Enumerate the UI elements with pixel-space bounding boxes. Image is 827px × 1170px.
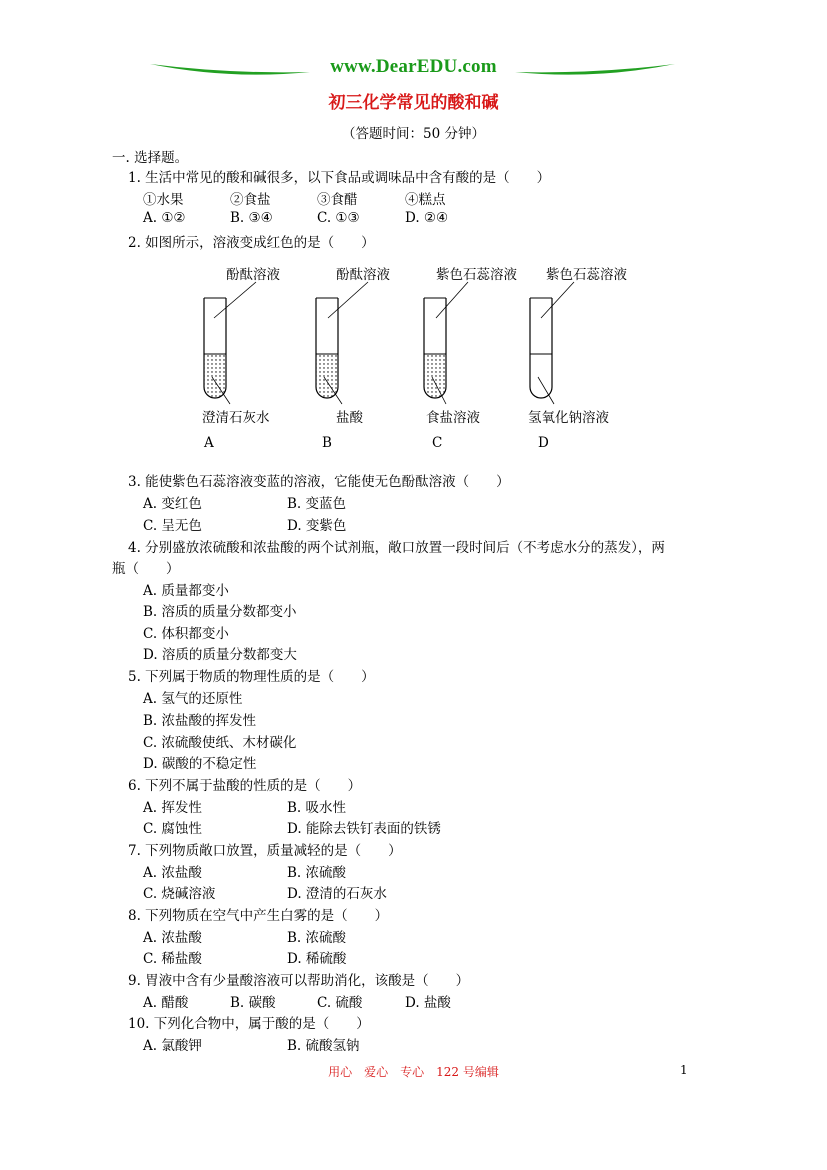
tube-d-bottom-label: 氢氧化钠溶液 [528,410,609,426]
tube-c-top-label: 紫色石蕊溶液 [436,267,517,283]
q1-option-a: A. ①② [143,210,186,226]
q4-option-d: D. 溶质的质量分数都变大 [143,647,297,663]
q1-item-1: ①水果 [143,192,184,208]
tube-a [202,266,280,451]
question-10-stem: 10. 下列化合物中，属于酸的是（ ） [128,1016,370,1032]
section-heading: 一. 选择题。 [112,150,189,166]
q4-option-a: A. 质量都变小 [143,583,229,599]
tube-b [316,266,390,451]
q6-option-c: C. 腐蚀性 [143,821,202,837]
q8-option-a: A. 浓盐酸 [143,930,202,946]
question-5-stem: 5. 下列属于物质的物理性质的是（ ） [128,669,375,685]
q7-option-c: C. 烧碱溶液 [143,886,216,902]
q9-option-b: B. 碳酸 [230,995,276,1011]
question-9-stem: 9. 胃液中含有少量酸溶液可以帮助消化，该酸是（ ） [128,973,470,989]
question-3-stem: 3. 能使紫色石蕊溶液变蓝的溶液，它能使无色酚酞溶液（ ） [128,474,510,490]
q3-option-b: B. 变蓝色 [287,496,347,512]
q4-option-c: C. 体积都变小 [143,626,229,642]
question-6-stem: 6. 下列不属于盐酸的性质的是（ ） [128,778,362,794]
q6-option-a: A. 挥发性 [143,800,202,816]
question-4-stem-line2: 瓶（ ） [112,561,180,577]
q9-option-d: D. 盐酸 [405,995,451,1011]
tube-c-letter: C [432,435,443,451]
question-1-stem: 1. 生活中常见的酸和碱很多，以下食品或调味品中含有酸的是（ ） [128,170,551,186]
tube-a-bottom-label: 澄清石灰水 [202,410,270,426]
q8-option-d: D. 稀硫酸 [287,951,347,967]
tube-a-top-label: 酚酞溶液 [226,267,280,283]
q5-option-a: A. 氢气的还原性 [143,691,243,707]
page-number: 1 [680,1063,688,1077]
tube-d [528,266,627,451]
q7-option-d: D. 澄清的石灰水 [287,886,387,902]
question-8-stem: 8. 下列物质在空气中产生白雾的是（ ） [128,908,389,924]
q10-option-a: A. 氯酸钾 [143,1038,202,1054]
q7-option-b: B. 浓硫酸 [287,865,347,881]
question-2-stem: 2. 如图所示，溶液变成红色的是（ ） [128,235,375,251]
question-4-stem-line1: 4. 分别盛放浓硫酸和浓盐酸的两个试剂瓶，敞口放置一段时间后（不考虑水分的蒸发），两 [128,540,665,556]
tube-a-letter: A [204,435,214,451]
q9-option-a: A. 醋酸 [143,995,189,1011]
tube-c [424,266,517,451]
q8-option-c: C. 稀盐酸 [143,951,202,967]
tube-d-letter: D [538,435,549,451]
q9-option-c: C. 硫酸 [317,995,363,1011]
site-logo: www.DearEDU.com [330,56,497,77]
q4-option-b: B. 溶质的质量分数都变小 [143,604,297,620]
q6-option-b: B. 吸水性 [287,800,347,816]
q10-option-b: B. 硫酸氢钠 [287,1038,360,1054]
question-7-stem: 7. 下列物质敞口放置，质量减轻的是（ ） [128,843,402,859]
time-note: （答题时间：50 分钟） [342,126,485,142]
q6-option-d: D. 能除去铁钉表面的铁锈 [287,821,441,837]
tube-c-bottom-label: 食盐溶液 [426,410,480,426]
q1-item-4: ④糕点 [405,192,446,208]
q5-option-d: D. 碳酸的不稳定性 [143,756,257,772]
q1-item-3: ③食醋 [317,192,358,208]
q8-option-b: B. 浓硫酸 [287,930,347,946]
q1-item-2: ②食盐 [230,192,271,208]
q3-option-d: D. 变紫色 [287,518,347,534]
q3-option-c: C. 呈无色 [143,518,202,534]
tube-b-letter: B [322,435,332,451]
page-title: 初三化学常见的酸和碱 [328,93,499,113]
q5-option-b: B. 浓盐酸的挥发性 [143,713,257,729]
q1-option-c: C. ①③ [317,210,360,226]
q1-option-b: B. ③④ [230,210,273,226]
tube-b-top-label: 酚酞溶液 [336,267,390,283]
test-tube-figure [190,262,650,457]
q5-option-c: C. 浓硫酸使纸、木材碳化 [143,735,297,751]
tube-b-bottom-label: 盐酸 [336,410,363,426]
q7-option-a: A. 浓盐酸 [143,865,202,881]
tube-d-top-label: 紫色石蕊溶液 [546,267,627,283]
q3-option-a: A. 变红色 [143,496,202,512]
q1-option-d: D. ②④ [405,210,449,226]
footer-text: 用心 爱心 专心 122 号编辑 [328,1065,499,1079]
